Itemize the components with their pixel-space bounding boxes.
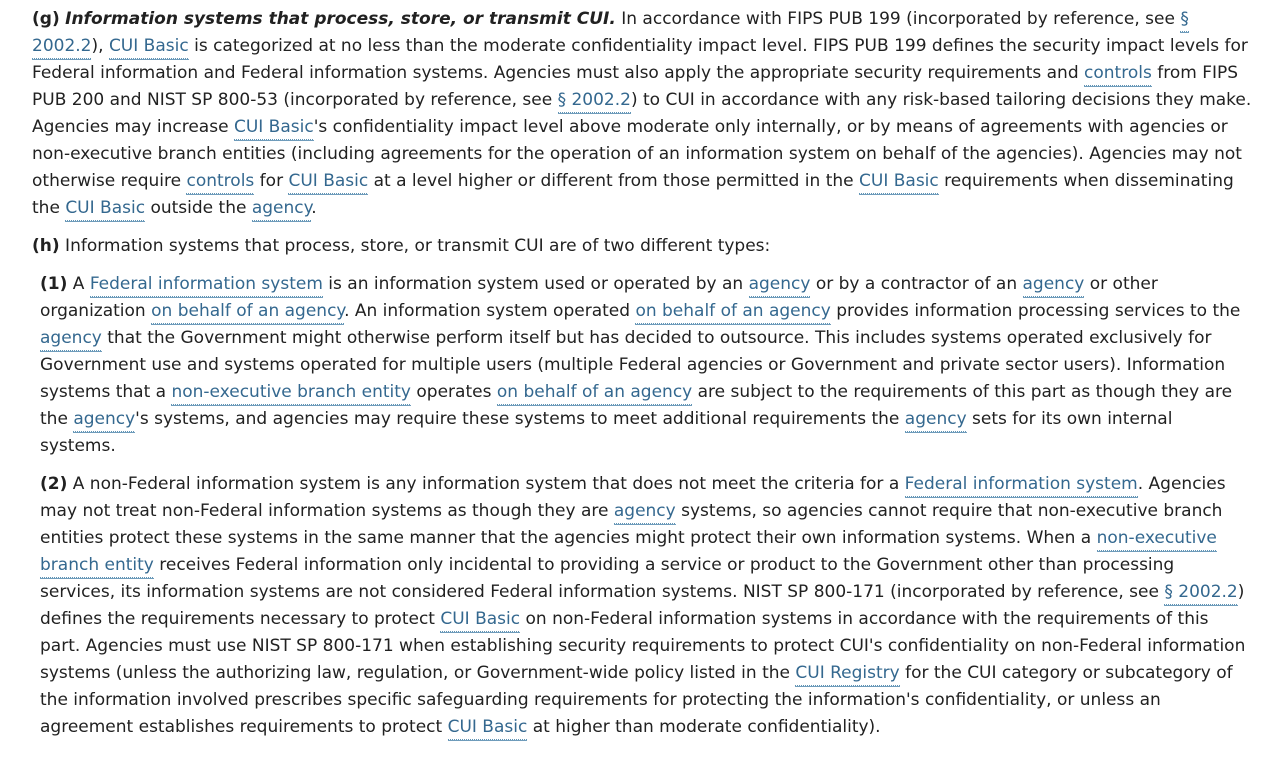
body-text: are subject to the requirements of this part as though they are the <box>40 382 1233 429</box>
reference-link[interactable]: agency <box>749 274 811 298</box>
paragraph-marker: (1) <box>40 274 68 294</box>
reference-link[interactable]: § 2002.2 <box>558 90 631 114</box>
paragraph-h-1 <box>40 271 1252 460</box>
body-text: for the CUI category or subcategory of the information involved prescribes specific safeguarding requirements for protecting the information's confidentiality, or unless an agreement establishes requirements to protect <box>40 663 1233 737</box>
body-text: is an information system used or operated by an <box>322 274 749 294</box>
body-text: operates <box>411 382 497 402</box>
body-text: In accordance with FIPS PUB 199 (incorporated by reference, see <box>615 9 1181 29</box>
reference-link[interactable]: CUI Basic <box>440 609 520 633</box>
body-text: . An information system operated <box>344 301 636 321</box>
reference-link[interactable]: CUI Basic <box>448 717 528 741</box>
body-text: for <box>254 171 289 191</box>
body-text: Information systems that process, store, or transmit CUI are of two different types: <box>59 236 771 256</box>
body-text: . <box>311 198 317 218</box>
reference-link[interactable]: agency <box>1023 274 1085 298</box>
reference-link[interactable]: controls <box>186 171 254 195</box>
reference-link[interactable]: agency <box>614 501 676 525</box>
body-text: outside the <box>145 198 252 218</box>
reference-link[interactable]: agency <box>73 409 135 433</box>
body-text: requirements when disseminating the <box>32 171 1234 218</box>
paragraph-g <box>32 6 1252 222</box>
body-text: at a level higher or different from those permitted in the <box>368 171 860 191</box>
reference-link[interactable]: § 2002.2 <box>32 9 1189 60</box>
reference-link[interactable]: agency <box>905 409 967 433</box>
paragraph-h <box>32 233 1252 260</box>
reference-link[interactable]: Federal information system <box>90 274 323 298</box>
reference-link[interactable]: non-executive branch entity <box>40 528 1217 579</box>
reference-link[interactable]: agency <box>252 198 311 222</box>
reference-link[interactable]: CUI Basic <box>859 171 939 195</box>
body-text: receives Federal information only incidental to providing a service or product to the Government other than processing services, its information systems are not considered Federal information systems. NIST SP 800-171 (incorporated by reference, see <box>40 555 1175 602</box>
body-text: is categorized at no less than the moderate confidentiality impact level. FIPS PUB 199 defines the security impact levels for Federal information and Federal information systems. Agencies must also apply the appropriate security requirements and <box>32 36 1248 83</box>
body-text: 's confidentiality impact level above moderate only internally, or by means of agreements with agencies or non-executive branch entities (including agreements for the operation of an information system on behalf of the agencies). Agencies may not otherwise require <box>32 117 1242 191</box>
paragraph-marker: (2) <box>40 474 68 494</box>
paragraph-h-2 <box>40 471 1252 741</box>
body-text: or other organization <box>40 274 1158 321</box>
reference-link[interactable]: CUI Basic <box>109 36 189 60</box>
body-text: or by a contractor of an <box>810 274 1023 294</box>
body-text: at higher than moderate confidentiality). <box>527 717 881 737</box>
body-text: A <box>67 274 90 294</box>
reference-link[interactable]: § 2002.2 <box>1164 582 1237 606</box>
reference-link[interactable]: CUI Basic <box>65 198 145 222</box>
reference-link[interactable]: CUI Basic <box>288 171 368 195</box>
body-text: . Agencies may not treat non-Federal information systems as though they are <box>40 474 1226 521</box>
reference-link[interactable]: on behalf of an agency <box>151 301 344 325</box>
body-text: A non-Federal information system is any information system that does not meet the criteria for a <box>67 474 905 494</box>
paragraph-marker: (h) <box>32 236 60 256</box>
body-text: sets for its own internal systems. <box>40 409 1173 456</box>
paragraph-lead-in: Information systems that process, store, or transmit CUI. <box>65 9 616 29</box>
reference-link[interactable]: on behalf of an agency <box>497 382 692 406</box>
body-text: systems, so agencies cannot require that non-executive branch entities protect these systems in the same manner that the agencies might protect their own information systems. When a <box>40 501 1223 548</box>
reference-link[interactable]: non-executive branch entity <box>171 382 411 406</box>
body-text: on non-Federal information systems in accordance with the requirements of this part. Agencies must use NIST SP 800-171 when establishing security requirements to protect CUI's confidentiality on non-Federal information systems (unless the authorizing law, regulation, or Government-wide policy listed in the <box>40 609 1246 683</box>
body-text: ) defines the requirements necessary to protect <box>40 582 1245 629</box>
reference-link[interactable]: agency <box>40 328 102 352</box>
reference-link[interactable]: on behalf of an agency <box>635 301 830 325</box>
body-text: that the Government might otherwise perform itself but has decided to outsource. This includes systems operated exclusively for Government use and systems operated for multiple users (multiple Federal agencies or Government and private sector users). Information systems that a <box>40 328 1226 402</box>
reference-link[interactable]: Federal information system <box>905 474 1138 498</box>
body-text: from FIPS PUB 200 and NIST SP 800-53 (incorporated by reference, see <box>32 63 1239 110</box>
body-text: provides information processing services to the <box>830 301 1241 321</box>
body-text: 's systems, and agencies may require these systems to meet additional requirements the <box>135 409 905 429</box>
reference-link[interactable]: controls <box>1084 63 1152 87</box>
body-text: ) to CUI in accordance with any risk-based tailoring decisions they make. Agencies may increase <box>32 90 1252 137</box>
paragraph-marker: (g) <box>32 9 60 29</box>
reference-link[interactable]: CUI Registry <box>795 663 899 687</box>
body-text: ), <box>91 36 109 56</box>
reference-link[interactable]: CUI Basic <box>234 117 314 141</box>
